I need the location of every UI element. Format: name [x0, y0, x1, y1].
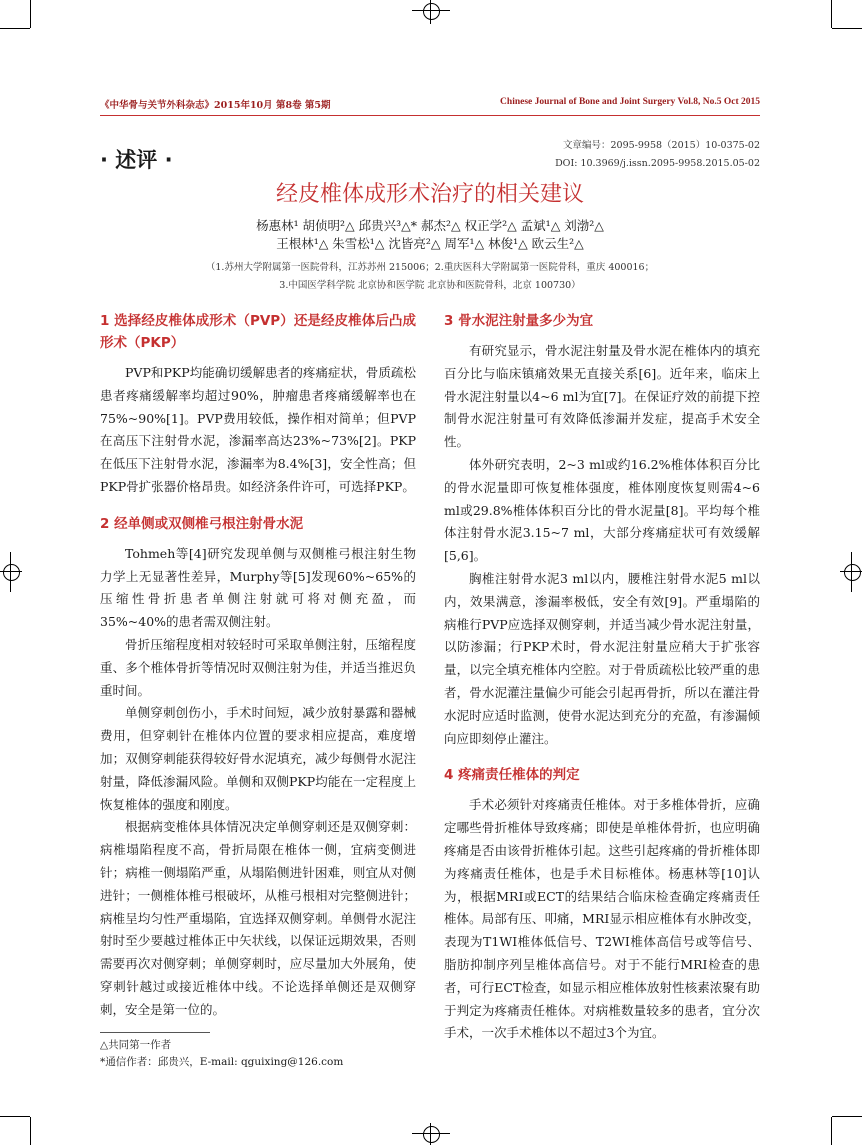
- body-paragraph: Tohmeh等[4]研究发现单侧与双侧椎弓根注射生物力学上无显著性差异，Murphy等[5]发现60%~65%的压缩性骨折患者单侧注射就可将对侧充盈，而35%~40%的患者需双侧注射。: [100, 545, 416, 630]
- crop-mark: [831, 1117, 832, 1145]
- section-heading: 2 经单侧或双侧椎弓根注射骨水泥: [100, 515, 304, 532]
- body-paragraph: PVP和PKP均能确切缓解患者的疼痛症状，骨质疏松患者疼痛缓解率均超过90%，肿瘤患者疼痛缓解率也在75%~90%[1]。PVP费用较低，操作相对简单；但PVP在高压下注射骨水泥，渗漏率高达23%~73%[2]。PKP在低压下注射骨水泥，渗漏率为8.4%[3]，安全性高；但PKP骨扩张器价格昂贵。如经济条件许可，可选择PKP。: [100, 365, 416, 494]
- body-paragraph: 单侧穿刺创伤小，手术时间短，减少放射暴露和器械费用，但穿刺针在椎体内位置的要求相应提高，难度增加；双侧穿刺能获得较好骨水泥填充，减少每侧骨水泥注射量，降低渗漏风险。单侧和双侧PKP均能在一定程度上恢复椎体的强度和刚度。: [100, 705, 416, 812]
- body-paragraph: 骨折压缩程度相对较轻时可采取单侧注射，压缩程度重、多个椎体骨折等情况时双侧注射为佳，并适当推迟负重时间。: [100, 636, 416, 698]
- header-rule: [100, 115, 760, 116]
- body-paragraph: 有研究显示，骨水泥注射量及骨水泥在椎体内的填充百分比与临床镇痛效果无直接关系[6]。近年来，临床上骨水泥注射量以4~6 ml为宜[7]。在保证疗效的前提下控制骨水泥注射量可有效降低渗漏并发症，提高手术安全性。: [444, 343, 760, 450]
- crop-mark: [0, 1116, 30, 1117]
- running-header-left: 《中华骨与关节外科杂志》2015年10月 第8卷 第5期: [100, 100, 331, 111]
- article-meta: [555, 137, 760, 173]
- affiliation-line: （1.苏州大学附属第一医院骨科，江苏苏州 215006；2.重庆医科大学附属第一医院骨科，重庆 400016；: [205, 262, 655, 273]
- crop-mark: [832, 28, 862, 29]
- section-heading: 1 选择经皮椎体成形术（PVP）还是经皮椎体后凸成形术（PKP）: [100, 313, 416, 351]
- crop-mark: [30, 0, 31, 28]
- author-line: 王根林¹△ 朱雪松¹△ 沈皆亮²△ 周军¹△ 林俊¹△ 欧云生²△: [276, 236, 584, 251]
- registration-mark-top: [412, 0, 450, 24]
- footnote-rule: [100, 1032, 210, 1033]
- body-paragraph: 根据病变椎体具体情况决定单侧穿刺还是双侧穿刺：病椎塌陷程度不高，骨折局限在椎体一侧，宜病变侧进针；病椎一侧塌陷严重，从塌陷侧进针困难，则宜从对侧进针；一侧椎体椎弓根破坏，从椎弓根相对完整侧进针；病椎呈均匀性严重塌陷，宜选择双侧穿刺。单侧骨水泥注射时至少要越过椎体正中矢状线，以保证远期效果，否则需要再次对侧穿刺；单侧穿刺时，应尽量加大外展角，使穿刺针越过或接近椎体中线。不论选择单侧还是双侧穿刺，安全是第一位的。: [100, 819, 416, 1017]
- section-heading: 3 骨水泥注射量多少为宜: [444, 313, 594, 329]
- crop-mark: [831, 0, 832, 28]
- article-number: 文章编号：2095-9958（2015）10-0375-02: [562, 140, 760, 151]
- registration-mark-bottom: [412, 1123, 450, 1145]
- left-column: [100, 310, 416, 1071]
- right-column: [444, 310, 760, 1045]
- footnote-co-first: △共同第一作者: [100, 1038, 172, 1051]
- article-title: 经皮椎体成形术治疗的相关建议: [275, 182, 584, 207]
- footnote-corresponding: *通信作者：邱贵兴，E-mail: qguixing@126.com: [100, 1055, 344, 1068]
- doi: DOI: 10.3969/j.issn.2095-9958.2015.05-02: [555, 158, 760, 169]
- registration-mark-right: [840, 552, 862, 592]
- affiliation-line: 3.中国医学科学院 北京协和医学院 北京协和医院骨科，北京 100730）: [279, 280, 581, 291]
- affiliations: [100, 259, 760, 295]
- section-heading: 4 疼痛责任椎体的判定: [444, 767, 580, 784]
- author-line: 杨惠林¹ 胡侦明²△ 邱贵兴³△* 郝杰²△ 权正学²△ 孟斌¹△ 刘渤²△: [256, 218, 604, 233]
- registration-mark-left: [0, 552, 22, 592]
- body-paragraph: 胸椎注射骨水泥3 ml以内，腰椎注射骨水泥5 ml以内，效果满意，渗漏率极低，安全有效[9]。严重塌陷的病椎行PVP应选择双侧穿刺，并适当减少骨水泥注射量，以防渗漏；行PKP术时，骨水泥注射量应稍大于扩张容量，以完全填充椎体内空腔。对于骨质疏松比较严重的患者，骨水泥灌注量偏少可能会引起再骨折，所以在灌注骨水泥时应适时监测，使骨水泥达到充分的充盈，有渗漏倾向应即刻停止灌注。: [444, 570, 760, 746]
- crop-mark: [30, 1117, 31, 1145]
- crop-mark: [832, 1116, 862, 1117]
- crop-mark: [0, 28, 30, 29]
- running-header-right: Chinese Journal of Bone and Joint Surgery Vol.8, No.5 Oct 2015: [500, 97, 760, 107]
- section-type: · 述评 ·: [100, 148, 173, 172]
- body-paragraph: 手术必须针对疼痛责任椎体。对于多椎体骨折，应确定哪些骨折椎体导致疼痛；即使是单椎体骨折，也应明确疼痛是否由该骨折椎体引起。这些引起疼痛的骨折椎体即为疼痛责任椎体，也是手术目标椎体。杨惠林等[10]认为，根据MRI或ECT的结果结合临床检查确定疼痛责任椎体。局部有压、叩痛，MRI显示相应椎体有水肿改变，表现为T1WI椎体低信号、T2WI椎体高信号或等信号、脂肪抑制序列呈椎体高信号。对于不能行MRI检查的患者，可行ECT检查，如显示相应椎体放射性核素浓聚有助于判定为疼痛责任椎体。对病椎数量较多的患者，宜分次手术，一次手术椎体以不超过3个为宜。: [444, 797, 760, 1041]
- body-paragraph: 体外研究表明，2~3 ml或约16.2%椎体体积百分比的骨水泥量即可恢复椎体强度，椎体刚度恢复则需4~6 ml或29.8%椎体体积百分比的骨水泥量[8]。平均每个椎体注射骨水泥3.15~7 ml，大部分疼痛症状可有效缓解[5,6]。: [444, 456, 760, 564]
- author-list: [100, 217, 760, 253]
